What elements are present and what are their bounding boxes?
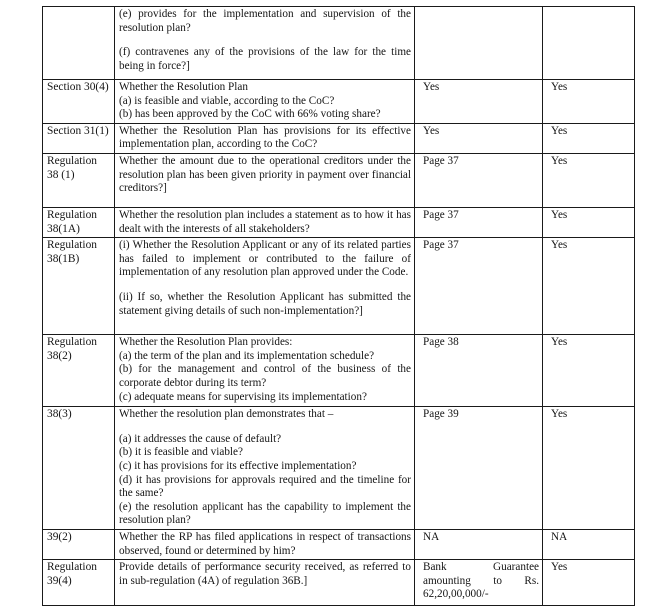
page-reference-cell: Page 37: [415, 153, 543, 207]
requirement-cell: [115, 335, 415, 407]
status-cell: NA: [543, 529, 635, 559]
page-reference-cell: Page 38: [415, 335, 543, 407]
requirement-line: (a) the term of the plan and its implementation schedule?: [119, 349, 375, 362]
requirement-line: (b) has been approved by the CoC with 66% voting share?: [119, 108, 381, 121]
requirement-line: Whether the resolution plan includes a statement as to how it has dealt with the interests of all stakeholders?: [119, 208, 411, 235]
page-reference-cell: Yes: [415, 80, 543, 124]
status-cell: Yes: [543, 153, 635, 207]
bank-guarantee-line: Bank Guarantee: [423, 561, 539, 574]
table-row: [43, 238, 635, 335]
requirement-cell: [115, 407, 415, 530]
requirement-line: (b) it is feasible and viable?: [119, 446, 243, 459]
paragraph-gap: [119, 280, 411, 291]
table-row: [43, 407, 635, 530]
page-reference-cell: NA: [415, 529, 543, 559]
status-cell: Yes: [543, 560, 635, 606]
requirement-line: Whether the amount due to the operational creditors under the resolution plan has been given priority in payment over financial creditors?]: [119, 154, 411, 195]
status-cell: Yes: [543, 80, 635, 124]
status-cell: Yes: [543, 407, 635, 530]
page-reference-cell: Page 37: [415, 238, 543, 335]
reference-cell: Section 31(1): [43, 123, 115, 153]
requirement-cell: [115, 560, 415, 606]
requirement-cell: [115, 123, 415, 153]
requirement-cell: [115, 238, 415, 335]
reference-cell: [43, 7, 115, 80]
status-cell: Yes: [543, 335, 635, 407]
requirement-line: Whether the Resolution Plan provides:: [119, 336, 293, 349]
table-row: [43, 123, 635, 153]
compliance-table: [42, 6, 635, 606]
requirement-line: (i) Whether the Resolution Applicant or any of its related parties has failed to implement or contributed to the failure of implementation of any resolution plan approved under the Code.: [119, 239, 411, 279]
paragraph-gap: [119, 35, 411, 46]
reference-cell: Section 30(4): [43, 80, 115, 124]
requirement-line: Whether the resolution plan demonstrates that –: [119, 408, 334, 421]
status-cell: Yes: [543, 207, 635, 237]
requirement-line: (d) it has provisions for approvals required and the timeline for the same?: [119, 473, 411, 500]
requirement-line: (b) for the management and control of the business of the corporate debtor during its term?: [119, 363, 411, 389]
page-reference-cell: Page 39: [415, 407, 543, 530]
bank-guarantee-line: amounting to Rs.: [423, 574, 539, 587]
requirement-line: Provide details of performance security received, as referred to in sub-regulation (4A) of regulation 36B.]: [119, 561, 411, 587]
page-reference-cell: Page 37: [415, 207, 543, 237]
requirement-line: Whether the Resolution Plan: [119, 81, 248, 93]
requirement-line: Whether the RP has filed applications in respect of transactions observed, found or determined by him?: [119, 530, 411, 557]
status-cell: Yes: [543, 123, 635, 153]
requirement-cell: [115, 7, 415, 80]
table-row: [43, 80, 635, 124]
page-reference-cell: [415, 560, 543, 606]
requirement-line: (f) contravenes any of the provisions of the law for the time being in force?]: [119, 46, 411, 72]
requirement-line: (a) it addresses the cause of default?: [119, 432, 282, 445]
paragraph-gap: [119, 422, 411, 433]
table-row: [43, 529, 635, 559]
requirement-line: (e) provides for the implementation and supervision of the resolution plan?: [119, 8, 411, 34]
requirement-cell: [115, 153, 415, 207]
table-row: [43, 335, 635, 407]
bank-guarantee-amount: 62,20,00,000/-: [423, 588, 489, 601]
reference-cell: Regulation 38(2): [43, 335, 115, 407]
requirement-line: (a) is feasible and viable, according to the CoC?: [119, 94, 335, 107]
reference-cell: 38(3): [43, 407, 115, 530]
status-cell: [543, 7, 635, 80]
page-reference-cell: [415, 7, 543, 80]
reference-cell: Regulation 39(4): [43, 560, 115, 606]
reference-cell: Regulation 38 (1): [43, 153, 115, 207]
requirement-cell: [115, 80, 415, 124]
table-row: [43, 560, 635, 606]
reference-cell: Regulation 38(1A): [43, 207, 115, 237]
requirement-line: Whether the Resolution Plan has provisions for its effective implementation plan, according to the CoC?: [119, 124, 411, 151]
page-reference-cell: Yes: [415, 123, 543, 153]
reference-cell: 39(2): [43, 529, 115, 559]
requirement-cell: [115, 529, 415, 559]
requirement-line: (ii) If so, whether the Resolution Applicant has submitted the statement giving details of such non-implementation?]: [119, 290, 411, 317]
requirement-line: (c) adequate means for supervising its implementation?: [119, 390, 367, 403]
status-cell: Yes: [543, 238, 635, 335]
table-row: [43, 153, 635, 207]
requirement-cell: [115, 207, 415, 237]
table-row: [43, 207, 635, 237]
table-row: [43, 7, 635, 80]
requirement-line: (c) it has provisions for its effective implementation?: [119, 459, 357, 472]
requirement-line: (e) the resolution applicant has the capability to implement the resolution plan?: [119, 500, 411, 527]
reference-cell: Regulation 38(1B): [43, 238, 115, 335]
